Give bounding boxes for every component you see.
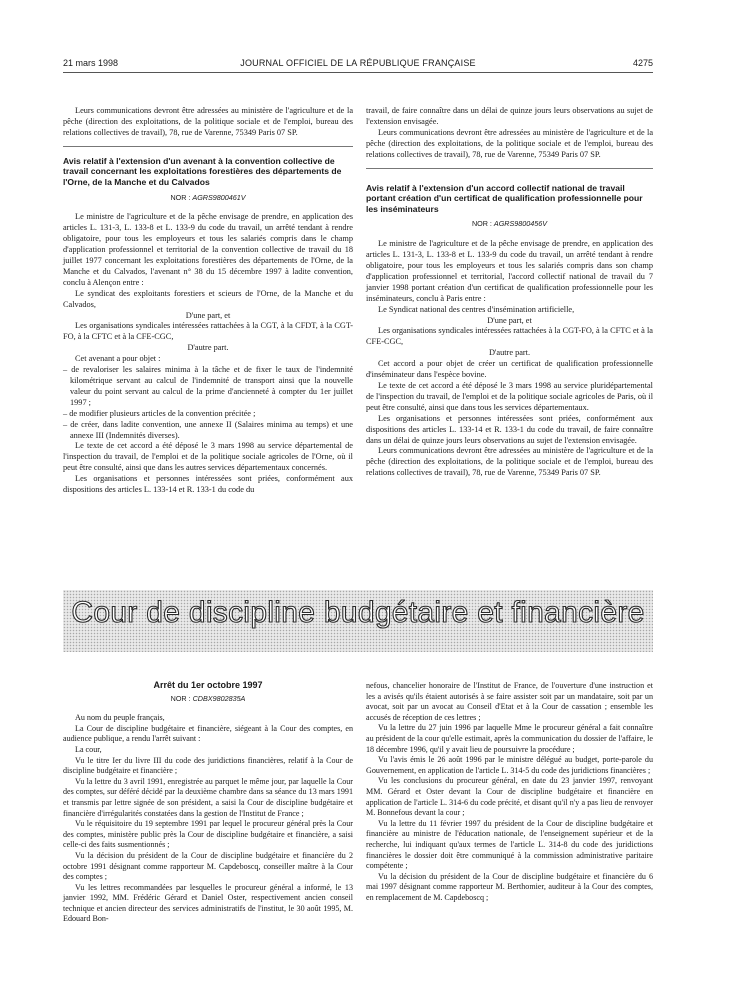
paragraph: D'une part, et (487, 315, 532, 325)
decision-title: Arrêt du 1er octobre 1997 (153, 680, 263, 690)
list-item: – de revaloriser les salaires minima à la tâche et de fixer le taux de l'indemnité kilométrique servant au calcul de l'indemnité de transport ainsi que la nouvelle valeur du point servant au calcul de la prime d'ancienneté à compter du 1er juillet 1997 ; (63, 365, 353, 407)
paragraph: Le Syndicat national des centres d'insémination artificielle, (378, 304, 575, 314)
paragraph: Vu la lettre du 3 avril 1991, enregistrée au parquet le même jour, par laquelle la Cour des comptes, sur déféré décidé par la deuxième chambre dans sa séance du 13 mars 1991 et transmis par lettre signée de son président, a saisi la Cour de discipline budgétaire et financière d'irrégularités constatées dans la gestion de l'Institut de France ; (63, 776, 353, 818)
section-banner-title: Cour de discipline budgétaire et financière (71, 596, 645, 629)
paragraph: Les organisations syndicales intéressées rattachées à la CGT, à la CFDT, à la CGT-FO, à la CFTC et à la CFE-CGC, (63, 321, 353, 342)
paragraph: D'autre part. (488, 348, 531, 358)
paragraph: Les organisations syndicales intéressées rattachées à la CGT-FO, à la CFTC et à la CFE-CGC, (366, 326, 653, 347)
nor-code: AGRS9800461V (192, 192, 246, 202)
paragraph: Le ministre de l'agriculture et de la pêche envisage de prendre, en application des articles L. 131-3, L. 133-8 et L. 133-9 du code du travail, un arrêté tendant à rendre obligatoire, pour tous les employeurs et tous les salariés compris dans le champ d'application professionnel et territorial de la convention collective de travail du 18 juillet 1977 concernant les exploitations forestières des départements de l'Orne, de la Manche et du Calvados, l'avenant n° 38 du 15 décembre 1997 à ladite convention, conclu à Alençon entre : (63, 212, 353, 287)
paragraph: Vu la lettre du 27 juin 1996 par laquelle Mme le procureur général a fait connaître au président de la cour qu'elle estimait, après la communication du dossier de l'affaire, le 18 décembre 1996, qu'il y avait lieu de poursuivre la procédure ; (366, 723, 653, 754)
paragraph: D'une part, et (185, 310, 231, 320)
header-rule (63, 72, 653, 73)
paragraph: Vu le réquisitoire du 19 septembre 1991 par lequel le procureur général près la Cour des comptes, ministère public près la Cour de discipline budgétaire et financière, a saisi celle-ci des faits susmentionnés ; (63, 819, 353, 850)
paragraph: Le ministre de l'agriculture et de la pêche envisage de prendre, en application des articles L. 131-3, L. 133-8 et L. 133-9 du code du travail, un arrêté tendant à rendre obligatoire, pour tous les employeurs et tous les salariés compris dans son champ d'application professionnel et territorial, l'accord collectif national de travail du 7 janvier 1998 portant création d'un certificat de qualification professionnelle pour les inséminateurs, conclu à Paris entre : (366, 239, 653, 303)
paragraph: Cet accord a pour objet de créer un certificat de qualification professionnelle d'inséminateur dans l'espèce bovine. (366, 359, 653, 380)
nor-label: NOR : (471, 219, 492, 229)
column-2 (366, 106, 653, 479)
paragraph: Vu la lettre du 11 février 1997 du président de la Cour de discipline budgétaire et financière au ministre de l'éducation nationale, de l'enseignement supérieur et de la recherche, lui indiquant qu'aux termes de l'article L. 314-8 du code des juridictions financières le dossier doit être communiqué à la commission administrative paritaire compétente ; (366, 818, 653, 871)
paragraph: Vu la décision du président de la Cour de discipline budgétaire et financière du 6 mai 1997 désignant comme rapporteur M. Berthomier, auditeur à la Cour des comptes, en remplacement de M. Capdeboscq ; (366, 871, 653, 902)
paragraph: Vu l'avis émis le 26 août 1996 par le ministre délégué au budget, porte-parole du Gouvernement, en application de l'article L. 314-5 du code des juridictions financières ; (366, 755, 653, 775)
column-3 (63, 680, 353, 925)
paragraph: Leurs communications devront être adressées au ministère de l'agriculture et de la pêche (direction des exploitations, de la politique sociale et de l'emploi, bureau des relations collectives de travail), 78, rue de Varenne, 75349 Paris 07 SP. (366, 127, 653, 159)
paragraph: Leurs communications devront être adressées au ministère de l'agriculture et de la pêche (direction des exploitations, de la politique sociale et de l'emploi, bureau des relations collectives de travail), 78, rue de Varenne, 75349 Paris 07 SP. (366, 446, 653, 478)
nor-reference (63, 694, 353, 705)
paragraph: Au nom du peuple français, (75, 713, 165, 723)
header-date: 21 mars 1998 (63, 58, 119, 68)
list-item: – de modifier plusieurs articles de la convention précitée ; (63, 408, 256, 418)
section-divider (63, 146, 353, 147)
nor-reference (366, 219, 653, 230)
column-4 (366, 681, 653, 903)
paragraph: nefous, chancelier honoraire de l'Institut de France, de l'ouverture d'une instruction et les a avisés qu'ils étaient autorisés à se faire assister soit par un mandataire, soit par un avocat, soit par un avocat au Conseil d'Etat et à la Cour de cassation ; ensemble les accusés de réception de ces lettres ; (366, 681, 653, 722)
paragraph: travail, de faire connaître dans un délai de quinze jours leurs observations au sujet de l'extension envisagée. (366, 106, 653, 126)
paragraph: Le syndicat des exploitants forestiers et scieurs de l'Orne, de la Manche et du Calvados, (63, 288, 353, 309)
nor-reference (63, 193, 353, 204)
paragraph: Les organisations et personnes intéressées sont priées, conformément aux dispositions des articles L. 133-14 et R. 133-1 du code du (63, 474, 353, 495)
nor-label: NOR : (170, 693, 191, 703)
paragraph: Le texte de cet accord a été déposé le 3 mars 1998 au service départemental de l'inspection du travail, de l'emploi et de la politique sociale agricoles de l'Orne, où il peut être consulté, ainsi que dans les autres services départementaux concernés. (63, 441, 353, 473)
paragraph: Leurs communications devront être adressées au ministère de l'agriculture et de la pêche (direction des exploitations, de la politique sociale et de l'emploi, bureau des relations collectives de travail), 78, rue de Varenne, 75349 Paris 07 SP. (63, 106, 353, 137)
paragraph: Le texte de cet accord a été déposé le 3 mars 1998 au service pluridépartemental de l'inspection du travail, de l'emploi et de la politique sociale agricoles de Paris, où il peut être consulté, ainsi que dans tous les services départementaux. (366, 381, 653, 412)
column-1 (63, 106, 353, 496)
notice-title: Avis relatif à l'extension d'un avenant à la convention collective de travail concernant les exploitations forestières des départements de l'Orne, de la Manche et du Calvados (63, 155, 342, 187)
notice-title: Avis relatif à l'extension d'un accord collectif national de travail portant création d'un certificat de qualification professionnelle pour les inséminateurs (366, 182, 643, 214)
nor-code: AGRS9800456V (493, 219, 548, 229)
section-divider (366, 168, 653, 169)
nor-label: NOR : (170, 192, 191, 202)
nor-code: CDBX9802835A (192, 693, 246, 703)
paragraph: Vu la décision du président de la Cour de discipline budgétaire et financière du 2 octobre 1991 désignant comme rapporteur M. Capdeboscq, conseiller maître à la Cour des comptes ; (63, 850, 353, 882)
page-header (63, 58, 653, 72)
paragraph: La cour, (75, 744, 102, 754)
paragraph: D'autre part. (187, 343, 229, 353)
paragraph: Vu les conclusions du procureur général, en date du 23 janvier 1997, renvoyant MM. Gérard et Oster devant la Cour de discipline budgétaire et financière en application de l'article L. 314-6 du code précité, et disant qu'il n'y a pas lieu de renvoyer M. Bonnefous devant la cour ; (366, 776, 653, 818)
list-item: – de créer, dans ladite convention, une annexe II (Salaires minima au temps) et une annexe III (Indemnités diverses). (63, 419, 353, 440)
paragraph: Vu le titre Ier du livre III du code des juridictions financières, relatif à la Cour de discipline budgétaire et financière ; (63, 755, 353, 776)
paragraph: Cet avenant a pour objet : (75, 354, 161, 364)
page-number: 4275 (632, 58, 653, 68)
section-banner (63, 590, 653, 652)
journal-title: JOURNAL OFFICIEL DE LA RÉPUBLIQUE FRANÇAISE (240, 58, 476, 68)
paragraph: Vu les lettres recommandées par lesquelles le procureur général a informé, le 13 janvier 1992, MM. Frédéric Gérard et Daniel Oster, respectivement ancien conseil technique et ancien directeur des services administratifs de l'institut, le 30 août 1995, M. Edouard Bon- (63, 882, 353, 924)
paragraph: La Cour de discipline budgétaire et financière, siégeant à la Cour des comptes, en audience publique, a rendu l'arrêt suivant : (63, 723, 353, 744)
paragraph: Les organisations et personnes intéressées sont priées, conformément aux dispositions des articles L. 133-14 et R. 133-1 du code du travail, de faire connaître dans un délai de quinze jours leurs observations au sujet de l'extension envisagée. (366, 413, 653, 445)
